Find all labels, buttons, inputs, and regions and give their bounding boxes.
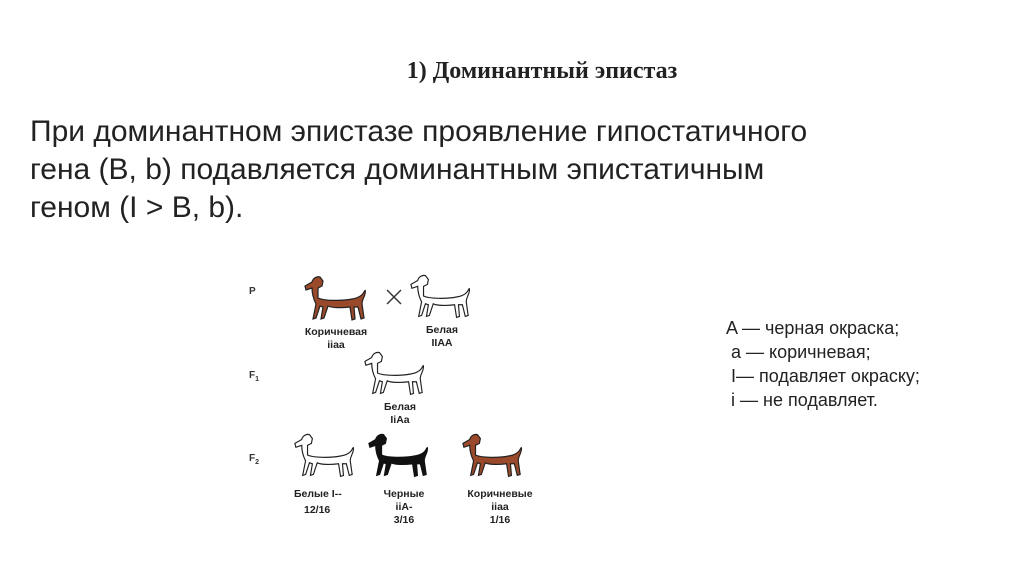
white-parent-caption: Белая IIAA [425, 324, 459, 349]
legend-line-2: a — коричневая; [726, 342, 871, 362]
legend-line-3: I— подавляет окраску; [726, 366, 920, 386]
white-parent-dog-icon [408, 272, 474, 322]
generation-f1-label: $F_1$ [249, 370, 260, 383]
f2-white-dog-icon [292, 431, 358, 481]
paragraph-line-3: геном (I > B, b). [30, 191, 244, 224]
brown-parent-dog-icon [302, 274, 370, 324]
cross-icon [385, 288, 403, 306]
description-paragraph [30, 113, 930, 227]
f2-brown-caption: Коричневые iiaa 1/16 [467, 488, 533, 526]
generation-f2-label: $F_2$ [249, 453, 260, 466]
slide-title: 1) Доминантный эпистаз [406, 58, 678, 84]
brown-parent-caption: Коричневая iiaa [304, 326, 368, 351]
paragraph-line-1: При доминантном эпистазе проявление гипостатичного [30, 115, 808, 148]
f2-black-dog-icon [366, 431, 432, 481]
f1-caption: Белая IiAa [383, 401, 417, 426]
gene-legend [726, 316, 920, 412]
f2-white-caption: Белые I-- 12/16 [294, 488, 342, 516]
paragraph-line-2: гена (B, b) подавляется доминантным эпистатичным [30, 153, 765, 186]
f1-white-dog-icon [362, 349, 428, 399]
generation-p-label: P [249, 286, 256, 297]
legend-line-4: i — не подавляет. [726, 390, 878, 410]
f2-brown-dog-icon [460, 431, 526, 481]
legend-line-1: A — черная окраска; [726, 318, 900, 338]
f2-black-caption: Черные iiA- 3/16 [383, 488, 425, 526]
